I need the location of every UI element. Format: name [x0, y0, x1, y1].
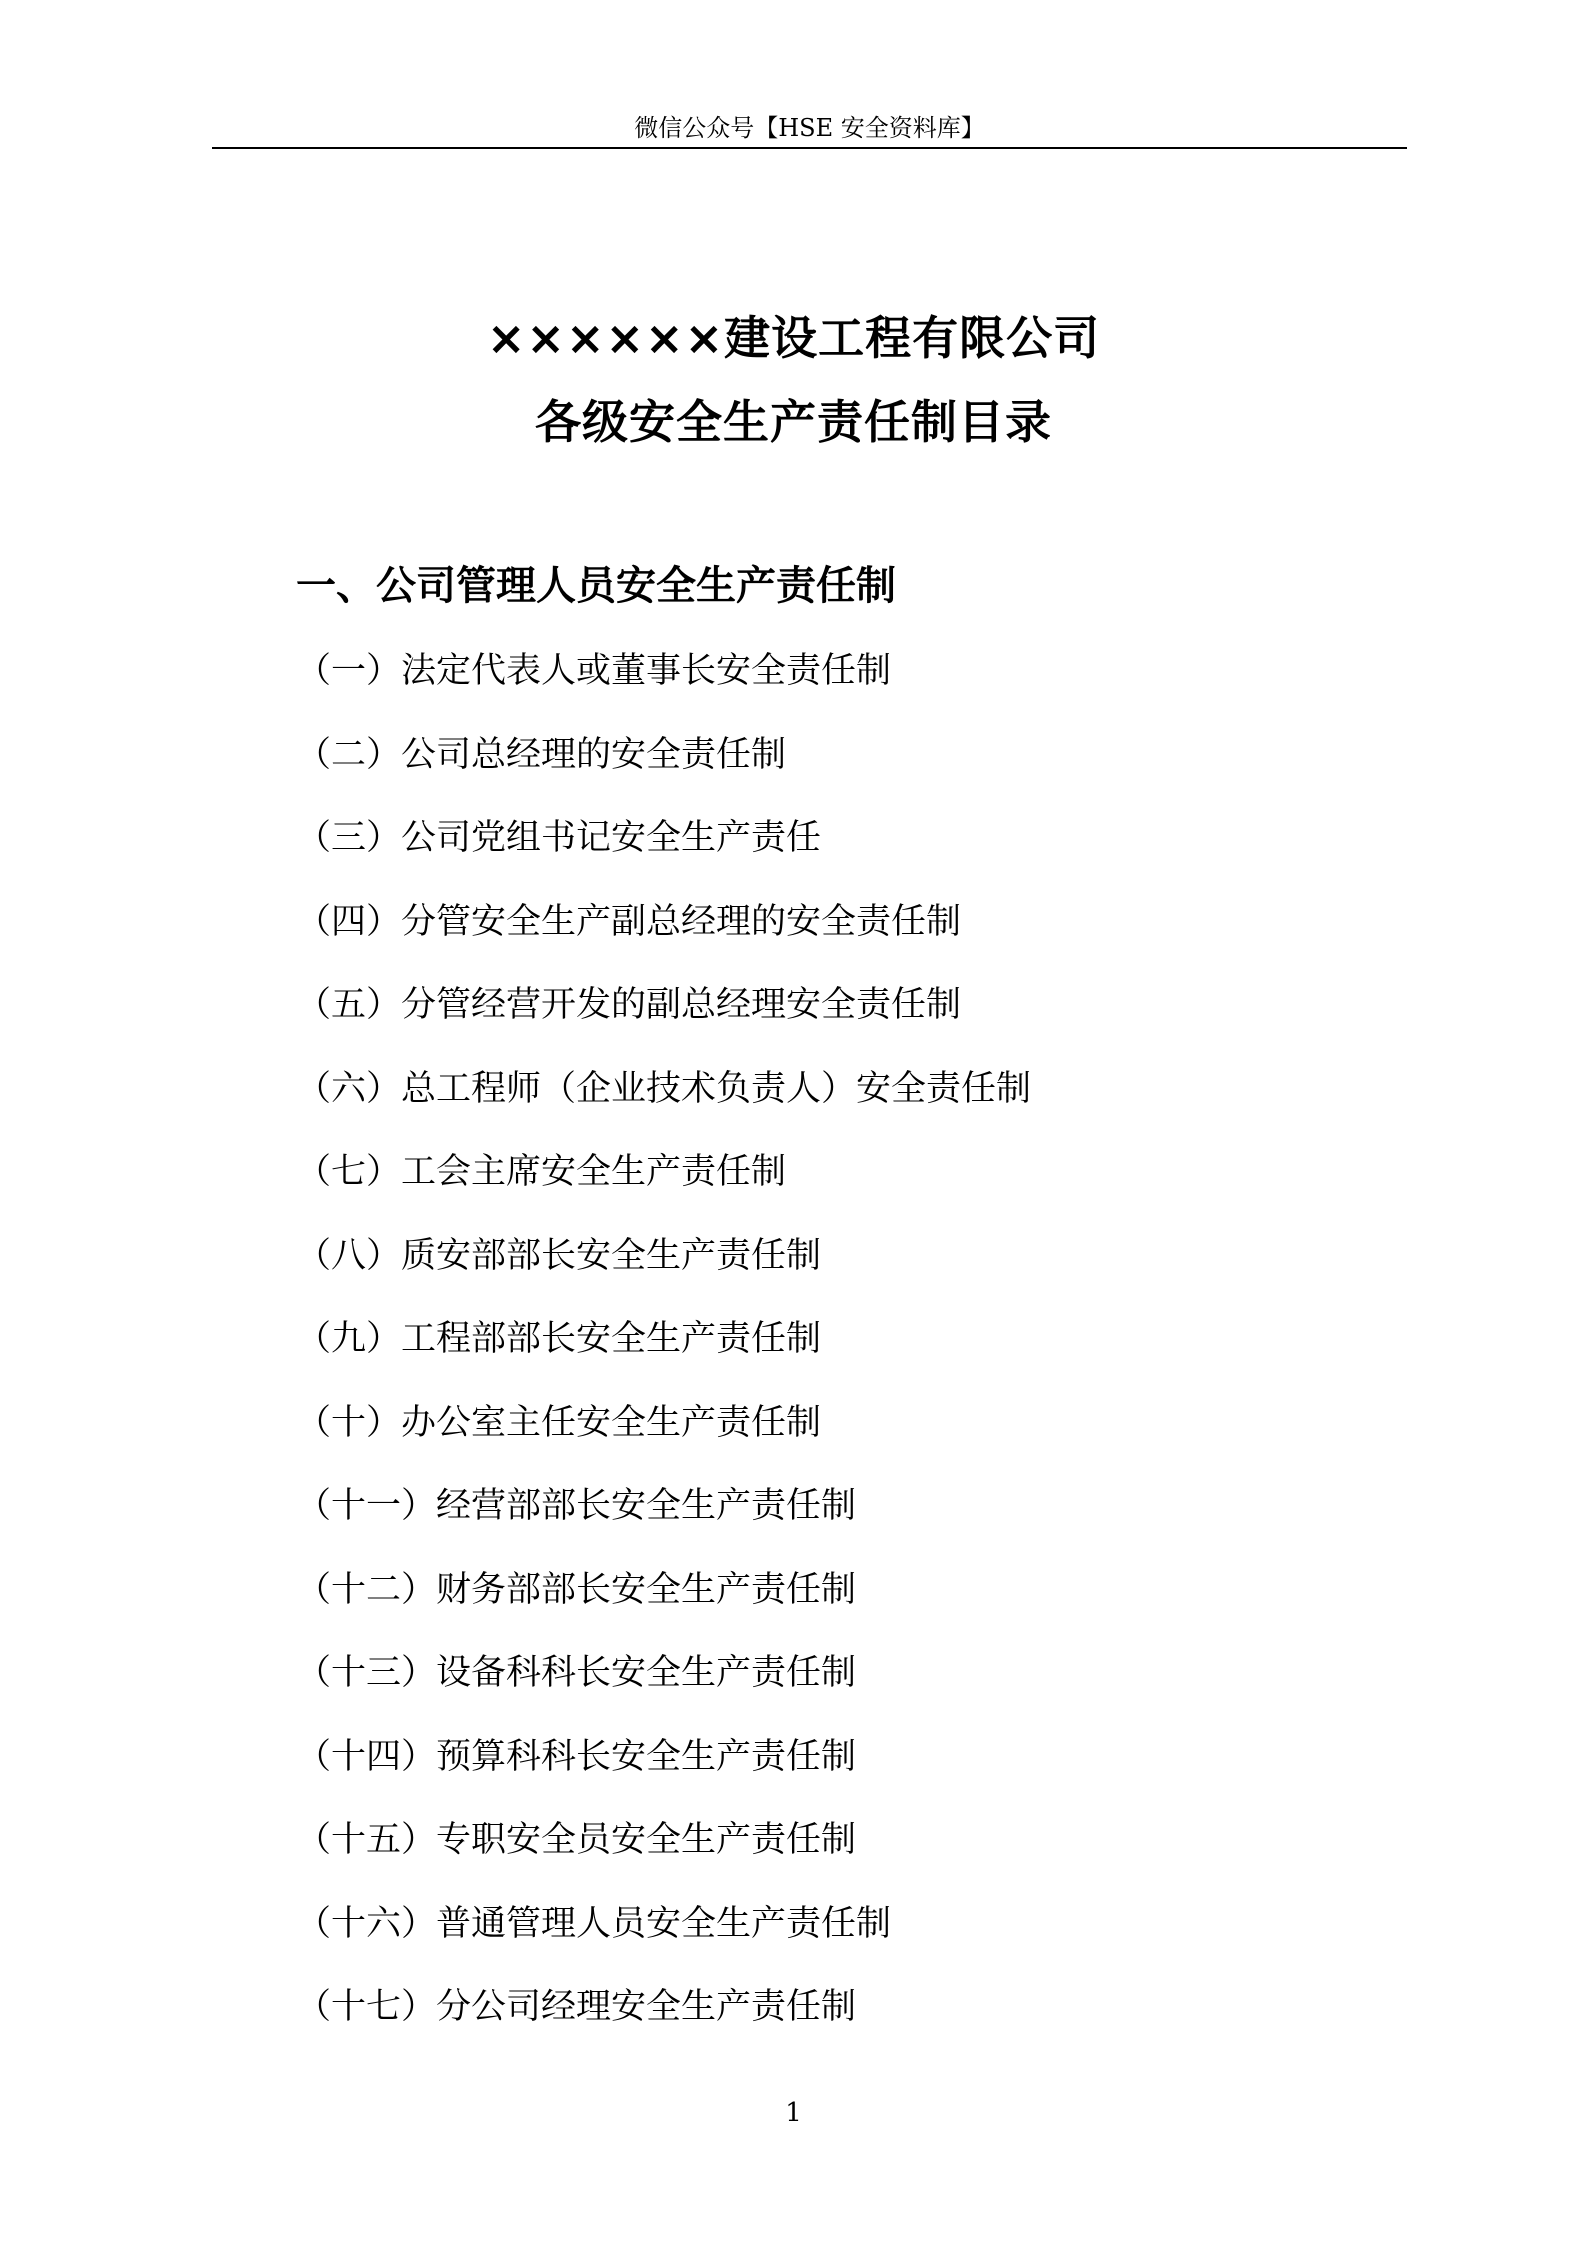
toc-list [296, 645, 1031, 2065]
toc-item: （七）工会主席安全生产责任制 [296, 1152, 787, 1192]
page-number: 1 [785, 2098, 802, 2128]
toc-item: （十）办公室主任安全生产责任制 [296, 1402, 822, 1443]
toc-item: （三）公司党组书记安全生产责任 [296, 818, 822, 858]
toc-item: （二）公司总经理的安全责任制 [296, 734, 787, 775]
toc-item: （六）总工程师（企业技术负责人）安全责任制 [296, 1068, 1032, 1109]
toc-item: （九）工程部部长安全生产责任制 [296, 1319, 822, 1359]
page-header: 微信公众号【HSE 安全资料库】 [634, 114, 985, 142]
document-title-catalog: 各级安全生产责任制目录 [535, 395, 1052, 449]
section-heading: 一、公司管理人员安全生产责任制 [296, 563, 896, 609]
toc-item: （十六）普通管理人员安全生产责任制 [296, 1903, 892, 1944]
toc-item: （十二）财务部部长安全生产责任制 [296, 1569, 857, 1610]
toc-item: （一）法定代表人或董事长安全责任制 [296, 651, 892, 691]
toc-item: （十五）专职安全员安全生产责任制 [296, 1820, 857, 1860]
toc-item: （十一）经营部部长安全生产责任制 [296, 1486, 857, 1526]
toc-item: （八）质安部部长安全生产责任制 [296, 1235, 822, 1276]
toc-item: （十三）设备科科长安全生产责任制 [296, 1653, 857, 1693]
header-divider [212, 147, 1407, 149]
document-title-company: ××××××建设工程有限公司 [486, 311, 1101, 365]
toc-item: （十七）分公司经理安全生产责任制 [296, 1987, 857, 2027]
toc-item: （十四）预算科科长安全生产责任制 [296, 1736, 857, 1777]
toc-item: （五）分管经营开发的副总经理安全责任制 [296, 985, 962, 1025]
toc-item: （四）分管安全生产副总经理的安全责任制 [296, 901, 962, 942]
